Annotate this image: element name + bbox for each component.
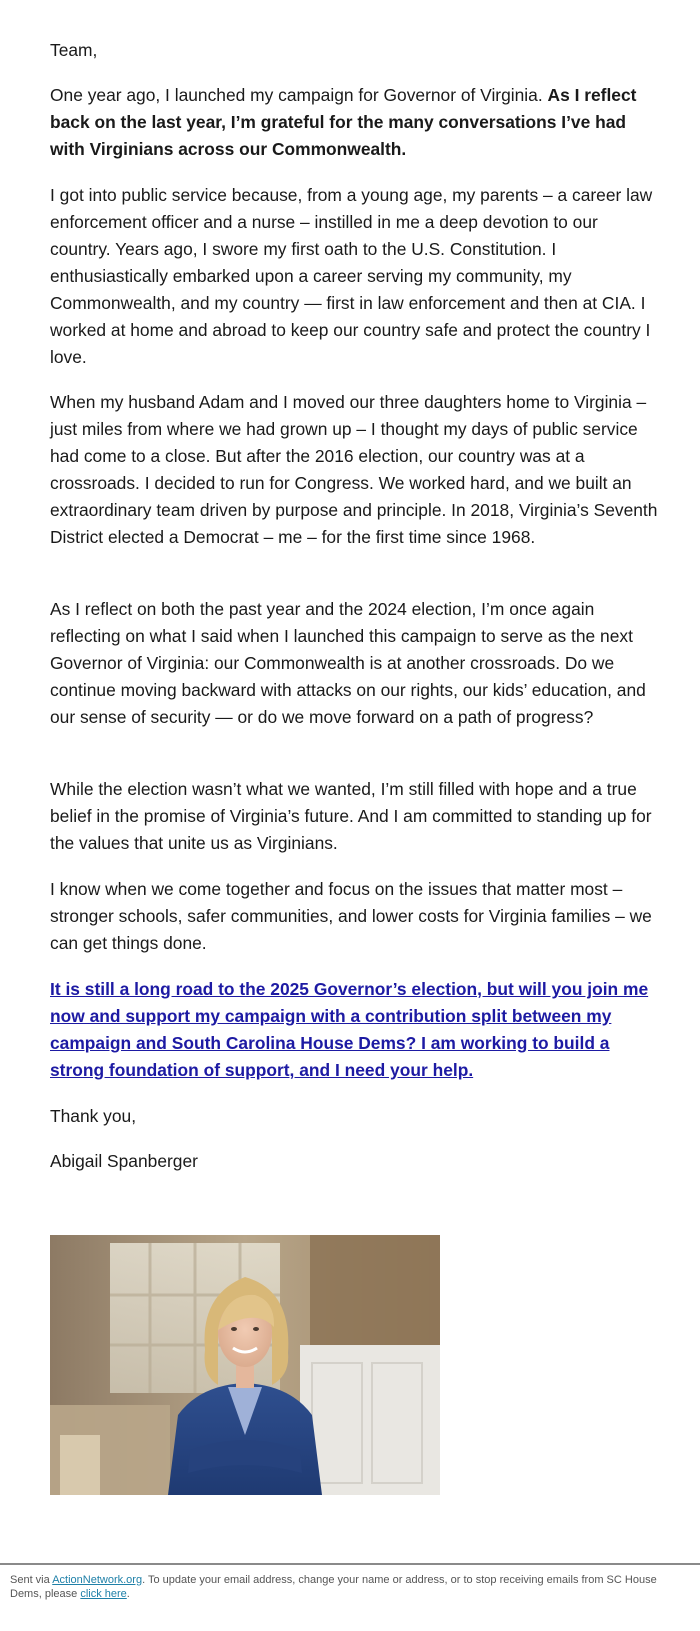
footer-divider bbox=[0, 1563, 700, 1565]
footer-prefix: Sent via bbox=[10, 1574, 53, 1586]
paragraph-intro bbox=[50, 82, 660, 163]
footer-middle: . To update your email address, change your name or address, or to stop receiving emails from SC House Dems, please bbox=[10, 1574, 657, 1600]
signoff: Thank you, bbox=[50, 1106, 137, 1126]
paragraph-cta bbox=[50, 976, 660, 1084]
paragraph-hope: While the election wasn’t what we wanted, I’m still filled with hope and a true belief in the promise of Virginia’s future. And I am committed to standing up for the values that unite us as Virginians. bbox=[50, 779, 652, 853]
footer-suffix: . bbox=[126, 1588, 130, 1600]
unsubscribe-link[interactable]: click here bbox=[80, 1588, 127, 1600]
signature: Abigail Spanberger bbox=[50, 1151, 198, 1171]
donate-link[interactable]: It is still a long road to the 2025 Governor’s election, but will you join me now and support my campaign with a contribution split between my campaign and South Carolina House Dems? I am working to build a strong foundation of support, and I need your help. bbox=[50, 979, 649, 1080]
intro-text: One year ago, I launched my campaign for Governor of Virginia. bbox=[50, 85, 548, 105]
intro-bold-text: As I reflect back on the last year, I’m grateful for the many conversations I’ve had with Virginians across our Commonwealth. bbox=[50, 85, 637, 159]
actionnetwork-link[interactable]: ActionNetwork.org bbox=[52, 1574, 143, 1586]
email-footer bbox=[10, 1573, 670, 1601]
portrait-illustration bbox=[50, 1235, 440, 1495]
paragraph-together: I know when we come together and focus on the issues that matter most – stronger schools, safer communities, and lower costs for Virginia families – we can get things done. bbox=[50, 879, 652, 953]
paragraph-crossroads: As I reflect on both the past year and the 2024 election, I’m once again reflecting on what I said when I launched this campaign to serve as the next Governor of Virginia: our Commonwealth is at another crossroads. Do we continue moving backward with attacks on our rights, our kids’ education, and our sense of security — or do we move forward on a path of progress? bbox=[50, 599, 646, 727]
greeting: Team, bbox=[50, 40, 98, 60]
candidate-photo bbox=[50, 1235, 440, 1495]
paragraph-public-service: I got into public service because, from a young age, my parents – a career law enforcement officer and a nurse – instilled in me a deep devotion to our country. Years ago, I swore my first oath to the U.S. Constitution. I enthusiastically embarked upon a career serving my community, my Commonwealth, and my country — first in law enforcement and then at CIA. I worked at home and abroad to keep our country safe and protect the country I love. bbox=[50, 185, 653, 367]
paragraph-congress: When my husband Adam and I moved our three daughters home to Virginia – just miles from where we had grown up – I thought my days of public service had come to a close. But after the 2016 election, our country was at a crossroads. I decided to run for Congress. We worked hard, and we built an extraordinary team driven by purpose and principle. In 2018, Virginia’s Seventh District elected a Democrat – me – for the first time since 1968. bbox=[50, 392, 658, 547]
